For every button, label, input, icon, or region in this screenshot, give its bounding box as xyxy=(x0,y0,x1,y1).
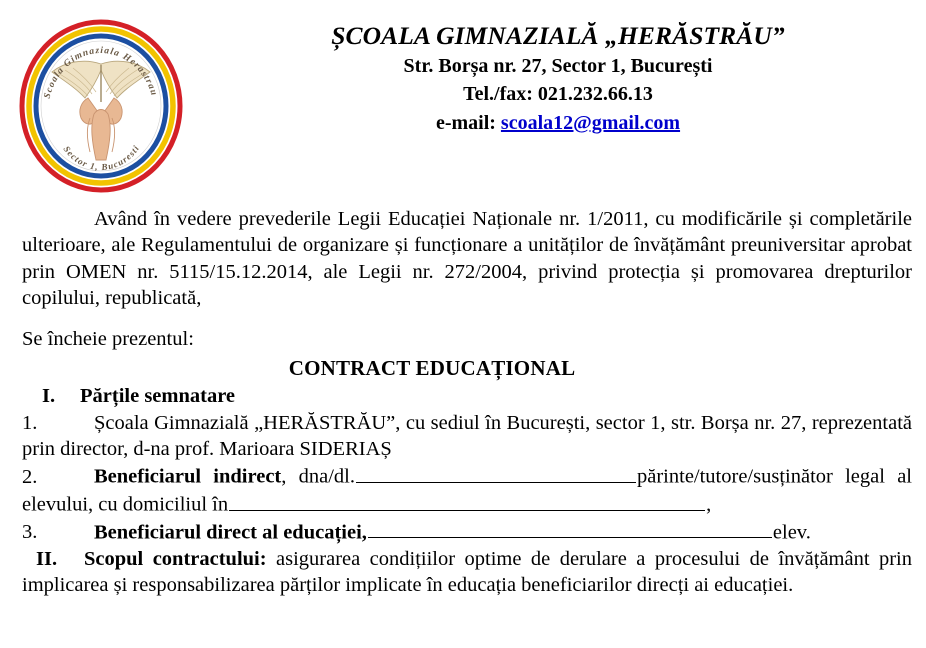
party-item-2-text-c: , xyxy=(706,493,712,516)
beneficiary-indirect-name-field[interactable] xyxy=(356,462,636,482)
seal-arc-bottom-text: Sector 1, Bucuresti xyxy=(61,142,142,173)
section-1-title: Părțile semnatare xyxy=(80,384,236,407)
section-2-text: asigurarea condițiilor optime de derulare a procesului de învățământ prin implicarea și responsabilizarea părților implicate în educația beneficiarilor direcți ai educației. xyxy=(22,547,912,596)
email-link[interactable]: scoala12@gmail.com xyxy=(500,111,681,134)
party-item-1 xyxy=(22,410,912,463)
party-item-2-text-a: , dna/dl. xyxy=(281,465,355,488)
email-label: e-mail: xyxy=(435,111,501,134)
spacer xyxy=(22,311,912,326)
school-seal-icon xyxy=(18,18,184,193)
section-1-heading xyxy=(22,383,912,410)
beneficiary-direct-name-field[interactable] xyxy=(368,518,772,538)
party-item-1-text: Școala Gimnazială „HERĂSTRĂU”, cu sediul în București, sector 1, str. Borșa nr. 27, reprezentată prin director, d-na prof. Marioara SIDERIAȘ xyxy=(22,411,912,460)
concluding-line: Se încheie prezentul: xyxy=(22,328,194,351)
party-item-3 xyxy=(22,518,912,546)
section-2-title: Scopul contractului: xyxy=(84,547,267,570)
party-item-3-bold-lead: Beneficiarul direct al educației, xyxy=(94,521,367,544)
party-item-3-number: 3. xyxy=(22,521,38,544)
seal-arc-top-text: Scoala Gimnaziala Herastrau xyxy=(42,45,159,100)
beneficiary-indirect-address-field[interactable] xyxy=(229,490,705,510)
school-name: ȘCOALA GIMNAZIALĂ „HERĂSTRĂU” xyxy=(331,21,785,50)
preamble-paragraph: Având în vedere prevederile Legii Educației Naționale nr. 1/2011, cu modificările și completările ulterioare, ale Regulamentului de organizare și funcționare a unităților de învățământ preuniversitar aprobat prin OMEN nr. 5115/15.12.2014, ale Legii nr. 272/2004, privind protecția și promovarea drepturilor copilului, republicată, xyxy=(22,208,912,309)
letterhead-text xyxy=(200,22,916,136)
party-item-2-bold-lead: Beneficiarul indirect xyxy=(94,465,282,488)
school-logo xyxy=(18,18,184,193)
document-body xyxy=(22,206,912,598)
party-item-2 xyxy=(22,462,912,518)
school-phone: Tel./fax: 021.232.66.13 xyxy=(463,83,653,106)
section-1-numeral: I. xyxy=(42,384,56,407)
party-item-1-number: 1. xyxy=(22,411,38,434)
school-address: Str. Borșa nr. 27, Sector 1, București xyxy=(403,54,713,77)
section-2-numeral: II. xyxy=(36,547,58,570)
party-item-2-number: 2. xyxy=(22,465,38,488)
section-2-paragraph xyxy=(22,546,912,599)
school-email-line xyxy=(200,110,916,137)
party-item-2-text-b: părinte/tutore/susținător legal al elevului, cu domiciliul în xyxy=(22,465,912,516)
letterhead xyxy=(0,0,926,200)
party-item-3-text-after: elev. xyxy=(772,521,811,544)
contract-title: CONTRACT EDUCAȚIONAL xyxy=(288,355,576,380)
